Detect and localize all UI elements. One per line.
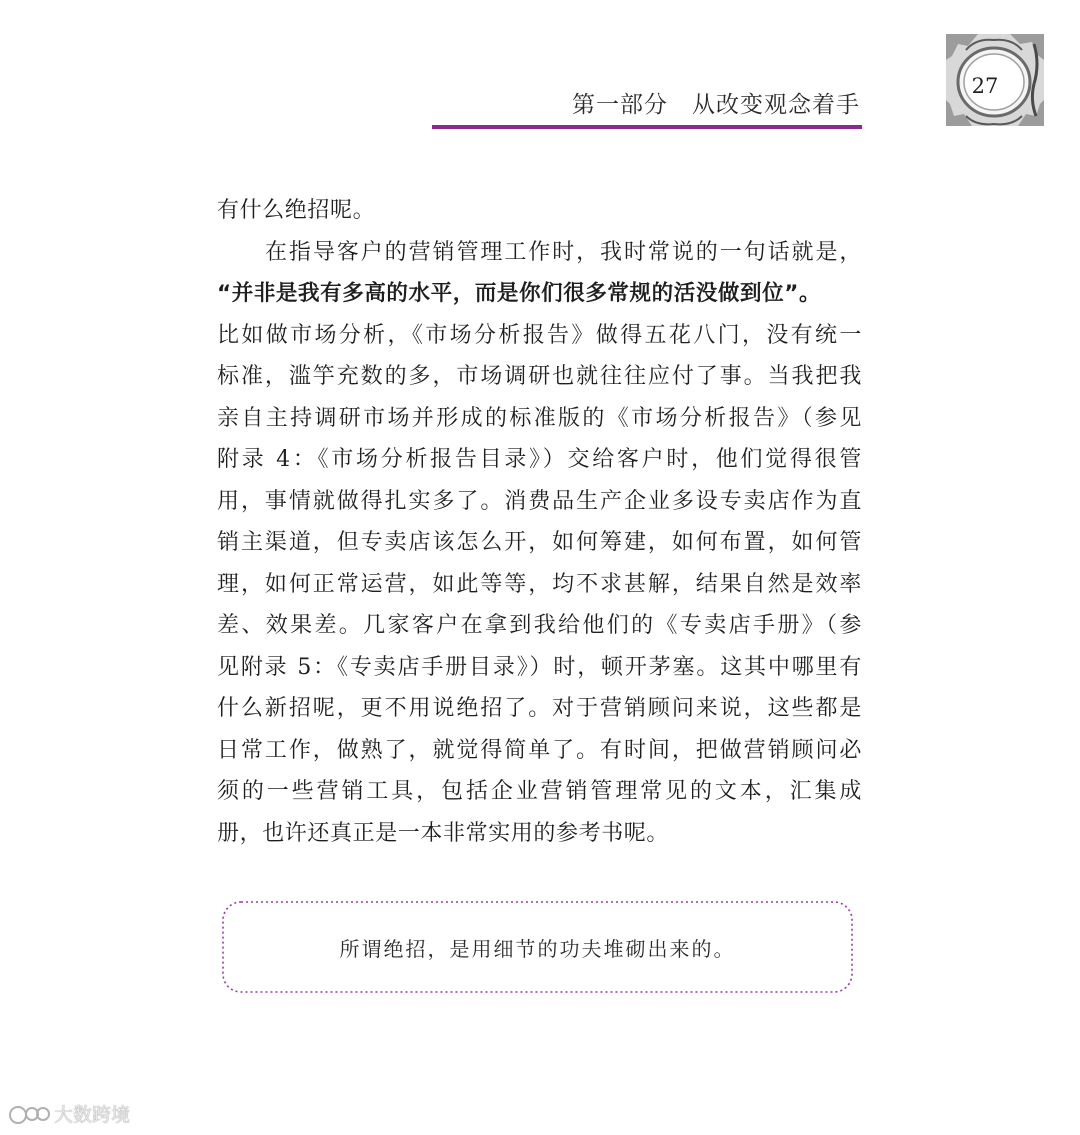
- watermark: [8, 1100, 130, 1127]
- text-line: 标准，滥竽充数的多，市场调研也就往往应付了事。当我把我: [217, 364, 862, 389]
- page-number: 27: [971, 74, 999, 98]
- text-line: 须的一些营销工具，包括企业营销管理常见的文本，汇集成: [217, 779, 862, 804]
- header-rule: [432, 125, 862, 129]
- text-line: 日常工作，做熟了，就觉得简单了。有时间，把做营销顾问必: [217, 737, 862, 763]
- bold-quote-line: “并非是我有多高的水平，而是你们很多常规的活没做到位”。: [217, 281, 822, 306]
- text-line: 亲自主持调研市场并形成的标准版的《市场分析报告》（参见: [217, 405, 862, 431]
- text-line: 理，如何正常运营，如此等等，均不求甚解，结果自然是效率: [217, 571, 862, 597]
- section-title: 第一部分 从改变观念着手: [572, 92, 860, 118]
- text-line: 比如做市场分析，《市场分析报告》做得五花八门，没有统一: [217, 322, 862, 348]
- text-line: 在指导客户的营销管理工作时，我时常说的一句话就是，: [265, 239, 862, 265]
- weibo-logo-icon: [8, 1103, 50, 1125]
- text-line: 用，事情就做得扎实多了。消费品生产企业多设专卖店作为直: [217, 488, 862, 514]
- text-line: 有什么绝招呢。: [217, 198, 376, 223]
- body-text: [217, 190, 862, 854]
- callout-text: 所谓绝招，是用细节的功夫堆砌出来的。: [339, 936, 736, 961]
- text-line: 见附录 5：《专卖店手册目录》）时，顿开茅塞。这其中哪里有: [217, 654, 862, 680]
- text-line: 差、效果差。几家客户在拿到我给他们的《专卖店手册》（参: [217, 613, 862, 638]
- text-line: 销主渠道，但专卖店该怎么开，如何筹建，如何布置，如何管: [217, 530, 862, 555]
- text-line: 什么新招呢，更不用说绝招了。对于营销顾问来说，这些都是: [217, 696, 862, 721]
- text-line: 册，也许还真正是一本非常实用的参考书呢。: [217, 820, 670, 846]
- text-line: 附录 4：《市场分析报告目录》）交给客户时，他们觉得很管: [217, 447, 862, 472]
- watermark-text: 大数跨境: [54, 1104, 131, 1126]
